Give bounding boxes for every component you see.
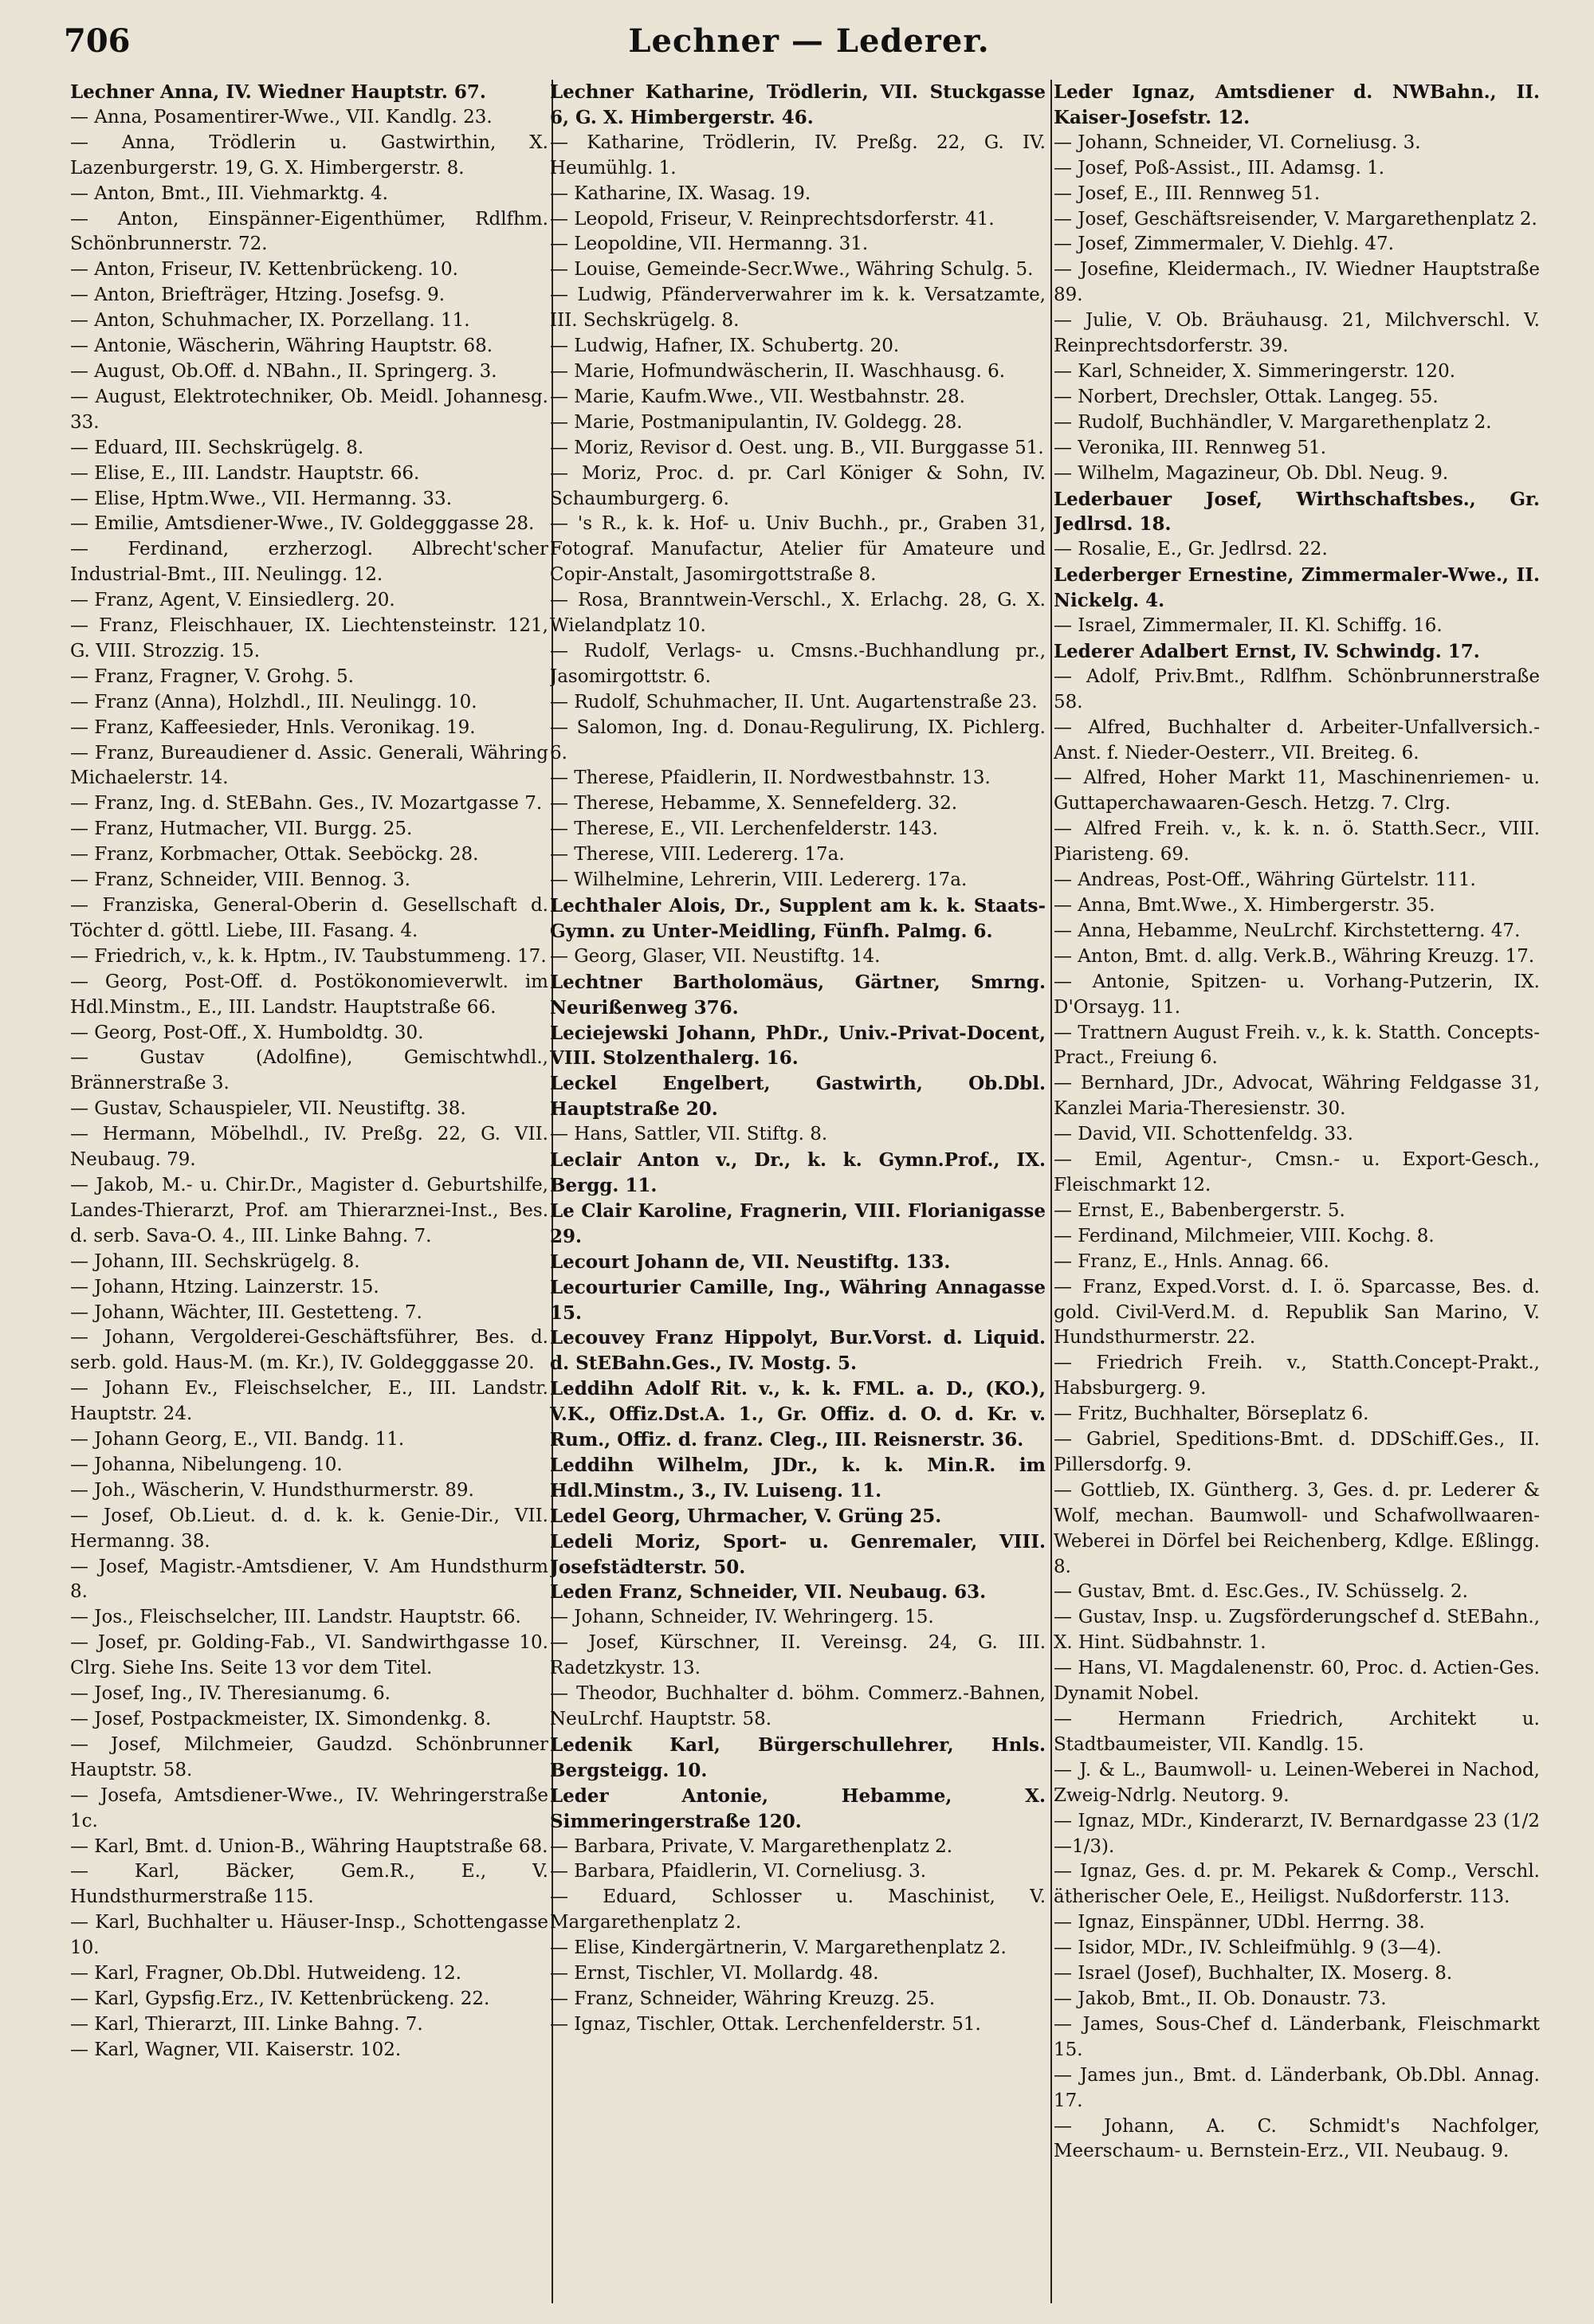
directory-entry: — Josef, Ob.Lieut. d. d. k. k. Genie-Dir., VII. Hermanng. 38. xyxy=(70,1505,548,1552)
directory-entry: — Franz, Exped.Vorst. d. I. ö. Sparcasse, Bes. d. gold. Civil-Verd.M. d. Republik San Marino, V. Hundsthurmerstr. 22. xyxy=(1054,1276,1540,1348)
directory-entry: — Josef, Poß-Assist., III. Adamsg. 1. xyxy=(1054,157,1385,179)
directory-entry: — Josef, E., III. Rennweg 51. xyxy=(1054,183,1321,204)
page-number: 706 xyxy=(64,22,131,60)
directory-entry: — Franz, Ing. d. StEBahn. Ges., IV. Mozartgasse 7. xyxy=(70,793,543,815)
directory-entry: — Rudolf, Schuhmacher, II. Unt. Augartenstraße 23. xyxy=(550,691,1038,713)
directory-entry: — Josefine, Kleidermach., IV. Wiedner Hauptstraße 89. xyxy=(1054,259,1540,306)
directory-entry: — Wilhelm, Magazineur, Ob. Dbl. Neug. 9. xyxy=(1054,462,1449,484)
directory-entry: — Johann, Htzing. Lainzerstr. 15. xyxy=(70,1276,379,1297)
directory-entry: — Marie, Hofmundwäscherin, II. Waschhausg. 6. xyxy=(550,360,1006,382)
directory-entry: — Anton, Bmt., III. Viehmarktg. 4. xyxy=(70,183,388,204)
surname-entry: Lechner Anna, IV. Wiedner Hauptstr. 67. xyxy=(70,81,486,103)
directory-entry: — Ludwig, Hafner, IX. Schubertg. 20. xyxy=(550,336,900,357)
surname-entry: Leder Ignaz, Amtsdiener d. NWBahn., II. Kaiser-Josefstr. 12. xyxy=(1054,81,1540,128)
directory-entry: — Katharine, Trödlerin, IV. Preßg. 22, G. IV. Heumühlg. 1. xyxy=(550,132,1046,179)
directory-column-1 xyxy=(70,80,548,2295)
directory-entry: — Isidor, MDr., IV. Schleifmühlg. 9 (3—4). xyxy=(1054,1937,1442,1959)
directory-entry: — Georg, Post-Off., X. Humboldtg. 30. xyxy=(70,1022,424,1043)
directory-entry: — Elise, Hptm.Wwe., VII. Hermanng. 33. xyxy=(70,488,453,509)
directory-entry: — Josef, Magistr.-Amtsdiener, V. Am Hundsthurm 8. xyxy=(70,1556,548,1603)
directory-entry: — Franz, Agent, V. Einsiedlerg. 20. xyxy=(70,590,395,611)
directory-entry: — Franz, Fragner, V. Grohg. 5. xyxy=(70,665,354,687)
directory-entry: — Ernst, Tischler, VI. Mollardg. 48. xyxy=(550,1963,879,1984)
directory-entry: — Adolf, Priv.Bmt., Rdlfhm. Schönbrunnerstraße 58. xyxy=(1054,665,1540,713)
directory-entry: — Franz, Fleischhauer, IX. Liechtensteinstr. 121, G. VIII. Strozzig. 15. xyxy=(70,615,548,661)
directory-entry: — Israel, Zimmermaler, II. Kl. Schiffg. 16. xyxy=(1054,615,1443,637)
directory-entry: — Karl, Buchhalter u. Häuser-Insp., Schottengasse 10. xyxy=(70,1912,548,1959)
directory-entry: — Friedrich, v., k. k. Hptm., IV. Taubstummeng. 17. xyxy=(70,945,547,967)
directory-entry: — Alfred, Buchhalter d. Arbeiter-Unfallversich.-Anst. f. Nieder-Oesterr., VII. Breiteg. 6. xyxy=(1054,716,1540,764)
directory-entry: — Fritz, Buchhalter, Börseplatz 6. xyxy=(1054,1403,1369,1425)
directory-entry: — August, Ob.Off. d. NBahn., II. Springerg. 3. xyxy=(70,360,497,382)
surname-entry: Lecouvey Franz Hippolyt, Bur.Vorst. d. Liquid. d. StEBahn.Ges., IV. Mostg. 5. xyxy=(550,1327,1046,1375)
directory-entry: — Josef, pr. Golding-Fab., VI. Sandwirthgasse 10. Clrg. Siehe Ins. Seite 13 vor dem Titel. xyxy=(70,1632,548,1679)
directory-entry: — Franz, Korbmacher, Ottak. Seeböckg. 28. xyxy=(70,844,479,866)
directory-column-2 xyxy=(550,80,1046,2295)
directory-entry: — Ernst, E., Babenbergerstr. 5. xyxy=(1054,1199,1345,1221)
directory-entry: — Moriz, Revisor d. Oest. ung. B., VII. Burggasse 51. xyxy=(550,437,1044,458)
directory-entry: — Anton, Briefträger, Htzing. Josefsg. 9. xyxy=(70,285,446,306)
surname-entry: Le Clair Karoline, Fragnerin, VIII. Florianigasse 29. xyxy=(550,1199,1046,1247)
directory-column-3 xyxy=(1054,80,1540,2295)
directory-entry: — Anton, Bmt. d. allg. Verk.B., Währing Kreuzg. 17. xyxy=(1054,945,1535,967)
surname-entry: Lechtner Bartholomäus, Gärtner, Smrng. Neurißenweg 376. xyxy=(550,971,1046,1019)
directory-entry: — Franz, Hutmacher, VII. Burgg. 25. xyxy=(70,819,413,840)
directory-entry: — Theodor, Buchhalter d. böhm. Commerz.-Bahnen, NeuLrchf. Hauptstr. 58. xyxy=(550,1683,1046,1729)
directory-entry: — Joh., Wäscherin, V. Hundsthurmerstr. 89. xyxy=(70,1479,474,1501)
directory-entry: — Alfred, Hoher Markt 11, Maschinenriemen- u. Guttaperchawaaren-Gesch. Hetzg. 7. Clrg. xyxy=(1054,767,1540,815)
directory-entry: — Franz, Schneider, VIII. Bennog. 3. xyxy=(70,870,410,891)
directory-entry: — Karl, Wagner, VII. Kaiserstr. 102. xyxy=(70,2039,402,2060)
directory-entry: — Johann, Wächter, III. Gestetteng. 7. xyxy=(70,1301,422,1323)
directory-entry: — Josef, Milchmeier, Gaudzd. Schönbrunner Hauptstr. 58. xyxy=(70,1733,548,1780)
directory-entry: — August, Elektrotechniker, Ob. Meidl. Johannesg. 33. xyxy=(70,386,548,433)
directory-entry: — Marie, Postmanipulantin, IV. Goldegg. 28. xyxy=(550,411,963,433)
directory-entry: — Bernhard, JDr., Advocat, Währing Feldgasse 31, Kanzlei Maria-Theresienstr. 30. xyxy=(1054,1073,1540,1120)
directory-entry: — Karl, Gypsfig.Erz., IV. Kettenbrückeng. 22. xyxy=(70,1988,490,2009)
directory-entry: — Ignaz, Tischler, Ottak. Lerchenfelderstr. 51. xyxy=(550,2013,981,2035)
surname-entry: Leclair Anton v., Dr., k. k. Gymn.Prof., IX. Bergg. 11. xyxy=(550,1149,1046,1196)
directory-entry: — Eduard, III. Sechskrügelg. 8. xyxy=(70,437,364,458)
directory-entry: — Rudolf, Verlags- u. Cmsns.-Buchhandlung pr., Jasomirgottstr. 6. xyxy=(550,640,1046,687)
surname-entry: Ledenik Karl, Bürgerschullehrer, Hnls. Bergsteigg. 10. xyxy=(550,1733,1046,1781)
directory-entry: — Johann, A. C. Schmidt's Nachfolger, Meerschaum- u. Bernstein-Erz., VII. Neubaug. 9. xyxy=(1054,2115,1540,2162)
directory-entry: — Gustav, Schauspieler, VII. Neustiftg. 38. xyxy=(70,1098,466,1120)
surname-entry: Leckel Engelbert, Gastwirth, Ob.Dbl. Hauptstraße 20. xyxy=(550,1073,1046,1121)
directory-entry: — James, Sous-Chef d. Länderbank, Fleischmarkt 15. xyxy=(1054,2013,1540,2060)
directory-entry: — Georg, Post-Off. d. Postökonomieverwlt. im Hdl.Minstm., E., III. Landstr. Hauptstraße 66. xyxy=(70,971,548,1018)
surname-entry: Lechner Katharine, Trödlerin, VII. Stuckgasse 6, G. X. Himbergerstr. 46. xyxy=(550,81,1046,128)
directory-entry: — Gustav (Adolfine), Gemischtwhdl., Brännerstraße 3. xyxy=(70,1047,548,1094)
directory-entry: — Hermann, Möbelhdl., IV. Preßg. 22, G. VII. Neubaug. 79. xyxy=(70,1124,548,1171)
directory-entry: — Hans, Sattler, VII. Stiftg. 8. xyxy=(550,1124,828,1145)
directory-entry: — Anna, Bmt.Wwe., X. Himbergerstr. 35. xyxy=(1054,895,1435,916)
directory-entry: — Franziska, General-Oberin d. Gesellschaft d. Töchter d. göttl. Liebe, III. Fasang. 4. xyxy=(70,895,548,941)
directory-entry: — Therese, Hebamme, X. Sennefelderg. 32. xyxy=(550,793,958,815)
directory-entry: — Anna, Trödlerin u. Gastwirthin, X. Lazenburgerstr. 19, G. X. Himbergerstr. 8. xyxy=(70,132,548,179)
directory-entry: — Jakob, M.- u. Chir.Dr., Magister d. Geburtshilfe, Landes-Thierarzt, Prof. am Thierarznei-Inst., Bes. d. serb. Sava-O. 4., III. Linke Bahng. 7. xyxy=(70,1174,548,1246)
directory-entry: — Antonie, Spitzen- u. Vorhang-Putzerin, IX. D'Orsayg. 11. xyxy=(1054,971,1540,1018)
directory-entry: — Gabriel, Speditions-Bmt. d. DDSchiff.Ges., II. Pillersdorfg. 9. xyxy=(1054,1429,1540,1475)
directory-entry: — Rosa, Branntwein-Verschl., X. Erlachg. 28, G. X. Wielandplatz 10. xyxy=(550,590,1046,637)
directory-entry: — Antonie, Wäscherin, Währing Hauptstr. 68. xyxy=(70,336,493,357)
directory-entry: — Johann Ev., Fleischselcher, E., III. Landstr. Hauptstr. 24. xyxy=(70,1378,548,1425)
directory-entry: — Alfred Freih. v., k. k. n. ö. Statth.Secr., VIII. Piaristeng. 69. xyxy=(1054,819,1540,866)
directory-entry: — Elise, Kindergärtnerin, V. Margarethenplatz 2. xyxy=(550,1937,1007,1959)
directory-entry: — Franz, Kaffeesieder, Hnls. Veronikag. 19. xyxy=(70,716,476,738)
directory-entry: — Josef, Zimmermaler, V. Diehlg. 47. xyxy=(1054,234,1394,255)
directory-entry: — Friedrich Freih. v., Statth.Concept-Prakt., Habsburgerg. 9. xyxy=(1054,1352,1540,1400)
directory-entry: — Josef, Kürschner, II. Vereinsg. 24, G. III. Radetzkystr. 13. xyxy=(550,1632,1046,1679)
directory-entry: — Anton, Friseur, IV. Kettenbrückeng. 10. xyxy=(70,259,458,281)
directory-entry: — Karl, Bmt. d. Union-B., Währing Hauptstraße 68. xyxy=(70,1835,548,1857)
running-head: Lechner — Lederer. xyxy=(628,22,990,60)
directory-entry: — Julie, V. Ob. Bräuhausg. 21, Milchverschl. V. Reinprechtsdorferstr. 39. xyxy=(1054,310,1540,357)
surname-entry: Leddihn Wilhelm, JDr., k. k. Min.R. im Hdl.Minstm., 3., IV. Luiseng. 11. xyxy=(550,1454,1046,1502)
surname-entry: Leddihn Adolf Rit. v., k. k. FML. a. D., (KO.), V.K., Offiz.Dst.A. 1., Gr. Offiz. d. O. d. Kr. v. Rum., Offiz. d. franz. Cleg., III. Reisnerstr. 36. xyxy=(550,1378,1046,1451)
surname-entry: Lecourt Johann de, VII. Neustiftg. 133. xyxy=(550,1250,951,1273)
directory-entry: — Karl, Fragner, Ob.Dbl. Hutweideng. 12. xyxy=(70,1963,461,1984)
directory-entry: — Karl, Schneider, X. Simmeringerstr. 120. xyxy=(1054,360,1456,382)
directory-entry: — Wilhelmine, Lehrerin, VIII. Ledererg. 17a. xyxy=(550,870,968,891)
directory-entry: — Anton, Schuhmacher, IX. Porzellang. 11. xyxy=(70,310,470,332)
directory-entry: — Marie, Kaufm.Wwe., VII. Westbahnstr. 28. xyxy=(550,386,965,407)
directory-entry: — Norbert, Drechsler, Ottak. Langeg. 55. xyxy=(1054,386,1439,407)
directory-entry: — Johann, III. Sechskrügelg. 8. xyxy=(70,1250,360,1272)
directory-entry: — Rosalie, E., Gr. Jedlrsd. 22. xyxy=(1054,539,1328,560)
directory-entry: — Johanna, Nibelungeng. 10. xyxy=(70,1454,343,1475)
directory-entry: — Therese, VIII. Ledererg. 17a. xyxy=(550,844,845,866)
directory-entry: — Moriz, Proc. d. pr. Carl Königer & Sohn, IV. Schaumburgerg. 6. xyxy=(550,462,1046,509)
directory-entry: — Salomon, Ing. d. Donau-Regulirung, IX. Pichlerg. 6. xyxy=(550,716,1046,764)
directory-entry: — Andreas, Post-Off., Währing Gürtelstr. 111. xyxy=(1054,870,1476,891)
directory-entry: — Ferdinand, erzherzogl. Albrecht'scher Industrial-Bmt., III. Neulingg. 12. xyxy=(70,539,548,586)
directory-entry: — Hermann Friedrich, Architekt u. Stadtbaumeister, VII. Kandlg. 15. xyxy=(1054,1709,1540,1755)
surname-entry: Ledel Georg, Uhrmacher, V. Grüng 25. xyxy=(550,1505,942,1527)
directory-entry: — Jakob, Bmt., II. Ob. Donaustr. 73. xyxy=(1054,1988,1387,2009)
directory-entry: — Franz (Anna), Holzhdl., III. Neulingg. 10. xyxy=(70,691,477,713)
directory-entry: — Josefa, Amtsdiener-Wwe., IV. Wehringerstraße 1c. xyxy=(70,1784,548,1831)
page-header xyxy=(64,22,1554,70)
directory-entry: — Katharine, IX. Wasag. 19. xyxy=(550,183,811,204)
surname-entry: Lederberger Ernestine, Zimmermaler-Wwe., II. Nickelg. 4. xyxy=(1054,564,1540,612)
directory-entry: — Israel (Josef), Buchhalter, IX. Moserg. 8. xyxy=(1054,1963,1453,1984)
directory-entry: — Josef, Geschäftsreisender, V. Margarethenplatz 2. xyxy=(1054,208,1537,230)
column-divider xyxy=(1050,80,1052,2303)
directory-entry: — J. & L., Baumwoll- u. Leinen-Weberei in Nachod, Zweig-Ndrlg. Neutorg. 9. xyxy=(1054,1759,1540,1806)
directory-entry: — Ferdinand, Milchmeier, VIII. Kochg. 8. xyxy=(1054,1225,1435,1246)
directory-entry: — Trattnern August Freih. v., k. k. Statth. Concepts-Pract., Freiung 6. xyxy=(1054,1022,1540,1069)
directory-entry: — Johann Georg, E., VII. Bandg. 11. xyxy=(70,1429,405,1451)
directory-entry: — Franz, Schneider, Währing Kreuzg. 25. xyxy=(550,1988,936,2009)
directory-entry: — Leopold, Friseur, V. Reinprechtsdorferstr. 41. xyxy=(550,208,995,230)
directory-entry: — Gustav, Bmt. d. Esc.Ges., IV. Schüsselg. 2. xyxy=(1054,1581,1468,1603)
surname-entry: Lederbauer Josef, Wirthschaftsbes., Gr. Jedlrsd. 18. xyxy=(1054,488,1540,536)
directory-entry: — Johann, Schneider, VI. Corneliusg. 3. xyxy=(1054,132,1421,153)
directory-entry: — 's R., k. k. Hof- u. Univ Buchh., pr., Graben 31, Fotograf. Manufactur, Atelier für Amateure und Copir-Anstalt, Jasomirgottstraße 8. xyxy=(550,513,1046,586)
surname-entry: Lechthaler Alois, Dr., Supplent am k. k. Staats-Gymn. zu Unter-Meidling, Fünfh. Palmg. 6. xyxy=(550,895,1046,942)
directory-entry: — Emilie, Amtsdiener-Wwe., IV. Goldegggasse 28. xyxy=(70,513,535,535)
directory-entry: — Georg, Glaser, VII. Neustiftg. 14. xyxy=(550,945,881,967)
directory-entry: — Anna, Hebamme, NeuLrchf. Kirchstetterng. 47. xyxy=(1054,920,1521,941)
directory-entry: — Gustav, Insp. u. Zugsförderungschef d. StEBahn., X. Hint. Südbahnstr. 1. xyxy=(1054,1607,1540,1654)
directory-entry: — Franz, E., Hnls. Annag. 66. xyxy=(1054,1250,1329,1272)
directory-entry: — Hans, VI. Magdalenenstr. 60, Proc. d. Actien-Ges. Dynamit Nobel. xyxy=(1054,1658,1540,1705)
directory-entry: — Eduard, Schlosser u. Maschinist, V. Margarethenplatz 2. xyxy=(550,1886,1046,1933)
directory-entry: — Therese, Pfaidlerin, II. Nordwestbahnstr. 13. xyxy=(550,767,991,789)
directory-entry: — Veronika, III. Rennweg 51. xyxy=(1054,437,1327,458)
surname-entry: Leder Antonie, Hebamme, X. Simmeringerstraße 120. xyxy=(550,1784,1046,1832)
directory-entry: — Jos., Fleischselcher, III. Landstr. Hauptstr. 66. xyxy=(70,1607,521,1628)
directory-entry: — Johann, Vergolderei-Geschäftsführer, Bes. d. serb. gold. Haus-M. (m. Kr.), IV. Goldegggasse 20. xyxy=(70,1327,548,1374)
surname-entry: Leden Franz, Schneider, VII. Neubaug. 63. xyxy=(550,1581,987,1604)
directory-entry: — Ignaz, Ges. d. pr. M. Pekarek & Comp., Verschl. ätherischer Oele, E., Heiligst. Nußdorferstr. 113. xyxy=(1054,1861,1540,1908)
directory-entry: — Emil, Agentur-, Cmsn.- u. Export-Gesch., Fleischmarkt 12. xyxy=(1054,1149,1540,1195)
directory-entry: — Gottlieb, IX. Güntherg. 3, Ges. d. pr. Lederer & Wolf, mechan. Baumwoll- und Schafwollwaaren-Weberei in Dörfel bei Reichenberg, Kdlge. Eßlingg. 8. xyxy=(1054,1479,1540,1577)
surname-entry: Lecourturier Camille, Ing., Währing Annagasse 15. xyxy=(550,1276,1046,1324)
surname-entry: Lederer Adalbert Ernst, IV. Schwindg. 17. xyxy=(1054,640,1480,662)
directory-entry: — Josef, Ing., IV. Theresianumg. 6. xyxy=(70,1683,391,1705)
directory-entry: — Ignaz, Einspänner, UDbl. Herrng. 38. xyxy=(1054,1912,1425,1933)
directory-entry: — Anton, Einspänner-Eigenthümer, Rdlfhm. Schönbrunnerstr. 72. xyxy=(70,208,548,255)
surname-entry: Leciejewski Johann, PhDr., Univ.-Privat-Docent, VIII. Stolzenthalerg. 16. xyxy=(550,1022,1046,1070)
directory-entry: — Ignaz, MDr., Kinderarzt, IV. Bernardgasse 23 (1/2—1/3). xyxy=(1054,1810,1540,1857)
directory-entry: — Louise, Gemeinde-Secr.Wwe., Währing Schulg. 5. xyxy=(550,259,1034,281)
directory-entry: — Leopoldine, VII. Hermanng. 31. xyxy=(550,234,869,255)
directory-entry: — Josef, Postpackmeister, IX. Simondenkg. 8. xyxy=(70,1709,492,1729)
directory-entry: — Franz, Bureaudiener d. Assic. Generali, Währing Michaelerstr. 14. xyxy=(70,742,548,789)
directory-entry: — David, VII. Schottenfeldg. 33. xyxy=(1054,1124,1353,1145)
directory-entry: — Anna, Posamentirer-Wwe., VII. Kandlg. 23. xyxy=(70,106,493,128)
directory-entry: — Elise, E., III. Landstr. Hauptstr. 66. xyxy=(70,462,420,484)
directory-entry: — Rudolf, Buchhändler, V. Margarethenplatz 2. xyxy=(1054,411,1492,433)
directory-entry: — Johann, Schneider, IV. Wehringerg. 15. xyxy=(550,1607,934,1628)
directory-entry: — James jun., Bmt. d. Länderbank, Ob.Dbl. Annag. 17. xyxy=(1054,2064,1540,2111)
directory-entry: — Barbara, Pfaidlerin, VI. Corneliusg. 3. xyxy=(550,1861,927,1882)
directory-entry: — Barbara, Private, V. Margarethenplatz 2. xyxy=(550,1835,953,1857)
directory-entry: — Ludwig, Pfänderverwahrer im k. k. Versatzamte, III. Sechskrügelg. 8. xyxy=(550,285,1046,332)
directory-entry: — Therese, E., VII. Lerchenfelderstr. 143. xyxy=(550,819,938,840)
surname-entry: Ledeli Moriz, Sport- u. Genremaler, VIII. Josefstädterstr. 50. xyxy=(550,1530,1046,1578)
directory-entry: — Karl, Thierarzt, III. Linke Bahng. 7. xyxy=(70,2013,423,2035)
directory-entry: — Karl, Bäcker, Gem.R., E., V. Hundsthurmerstraße 115. xyxy=(70,1861,548,1908)
